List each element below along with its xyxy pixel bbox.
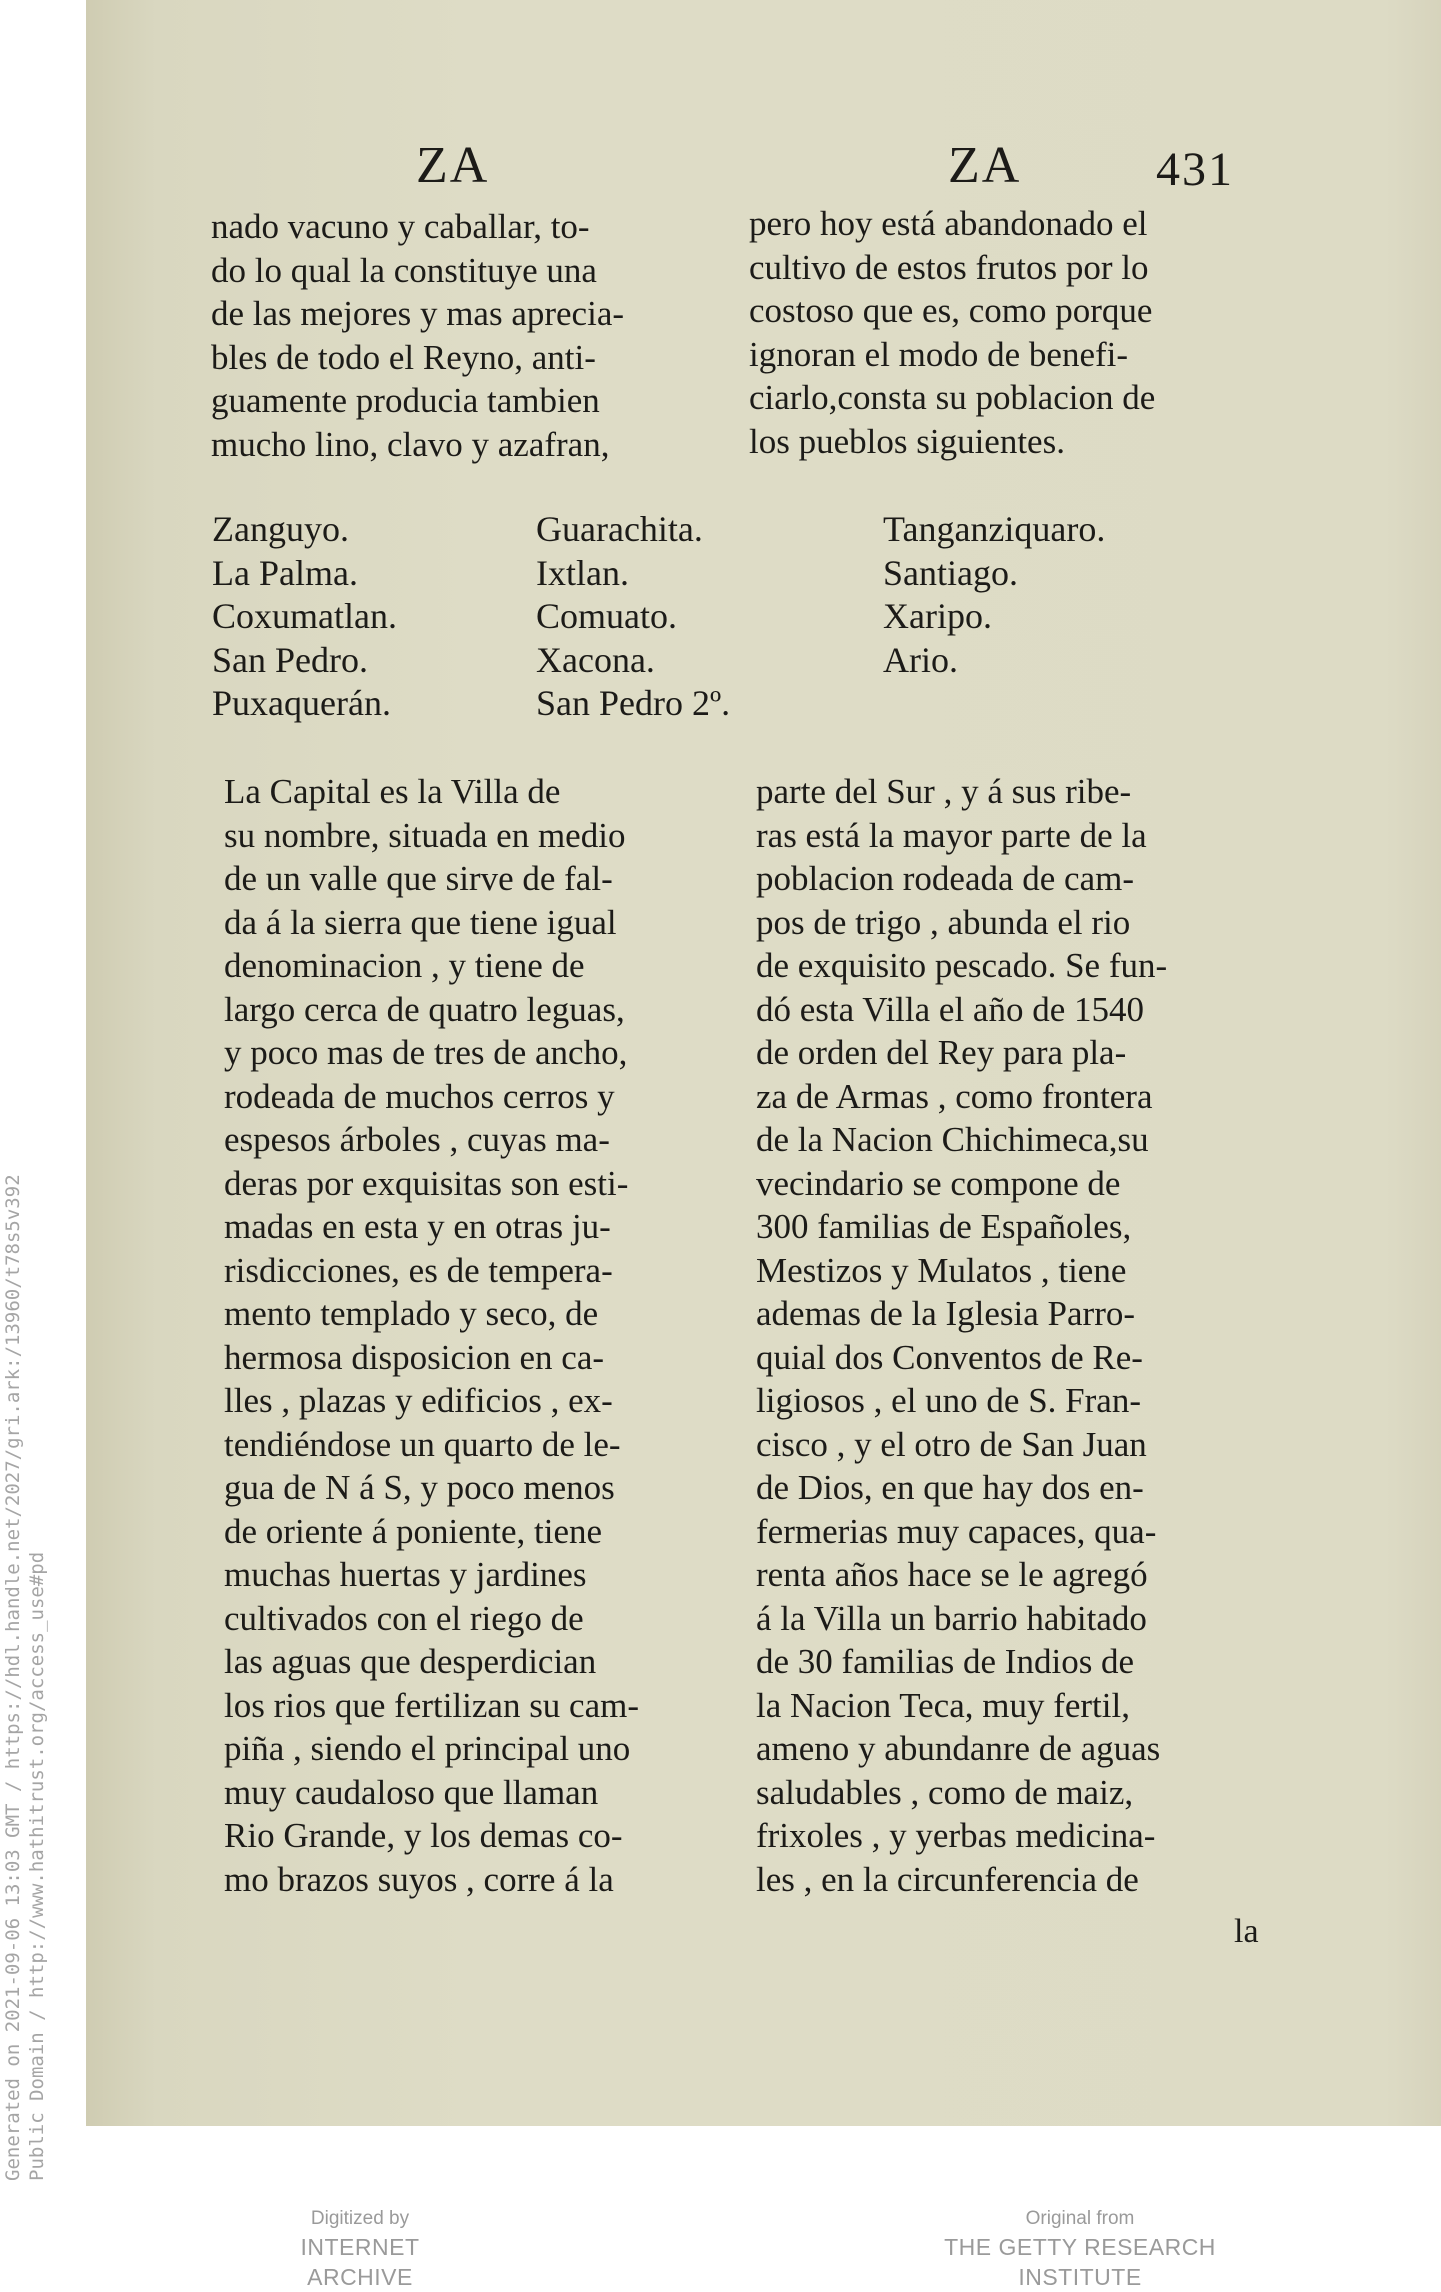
text-line: ciarlo,consta su poblacion de [749, 378, 1156, 417]
text-line: su nombre, situada en medio [224, 815, 626, 855]
text-line: costoso que es, como porque [749, 291, 1153, 330]
text-line: la Nacion Teca, muy fertil, [756, 1685, 1130, 1725]
text-line: vecindario se compone de [756, 1163, 1121, 1203]
town-name: San Pedro. [212, 639, 368, 680]
text-line: muy caudaloso que llaman [224, 1772, 599, 1812]
text-line: de un valle que sirve de fal- [224, 859, 613, 898]
text-line: Rio Grande, y los demas co- [224, 1816, 623, 1855]
text-line: za de Armas , como frontera [756, 1076, 1153, 1116]
page-number: 431 [1156, 143, 1234, 196]
text-line: hermosa disposicion en ca- [224, 1337, 605, 1377]
text-line: de la Nacion Chichimeca,su [756, 1120, 1149, 1159]
text-line: cultivo de estos frutos por lo [749, 247, 1149, 287]
body-right-column [756, 770, 1168, 1901]
text-line: muchas huertas y jardines [224, 1555, 587, 1594]
text-line: de orden del Rey para pla- [756, 1033, 1127, 1072]
text-line: los rios que fertilizan su cam- [224, 1685, 640, 1725]
text-line: denominacion , y tiene de [224, 946, 585, 985]
town-name: Coxumatlan. [212, 596, 397, 636]
digitization-footer [0, 2126, 1441, 2290]
text-line: pero hoy está abandonado el [749, 204, 1148, 243]
digitized-by-block [250, 2206, 470, 2292]
text-line: de Dios, en que hay dos en- [756, 1468, 1144, 1507]
text-line: guamente producia tambien [211, 381, 600, 420]
text-line: los pueblos siguientes. [749, 421, 1065, 461]
generation-stamp-line-1: Generated on 2021-09-06 13:03 GMT / https://hdl.handle.net/2027/gri.ark:/13960/t78s5v392 [2, 1174, 24, 2181]
text-line: madas en esta y en otras ju- [224, 1207, 611, 1246]
text-line: risdicciones, es de tempera- [224, 1250, 613, 1290]
town-name: Ario. [883, 639, 958, 680]
text-line: á la Villa un barrio habitado [756, 1598, 1147, 1638]
town-list-column-3 [883, 508, 1105, 682]
town-name: Comuato. [536, 596, 677, 636]
text-line: da á la sierra que tiene igual [224, 902, 617, 942]
town-name: Ixtlan. [536, 552, 629, 593]
text-line: cultivados con el riego de [224, 1598, 584, 1638]
text-line: gua de N á S, y poco menos [224, 1468, 615, 1507]
text-line: mucho lino, clavo y azafran, [211, 424, 610, 464]
town-name: Zanguyo. [212, 509, 349, 549]
text-line: La Capital es la Villa de [224, 772, 561, 811]
body-left-column [224, 770, 640, 1901]
text-line: de oriente á poniente, tiene [224, 1511, 603, 1551]
text-line: tendiéndose un quarto de le- [224, 1424, 621, 1464]
text-line: parte del Sur , y á sus ribe- [756, 772, 1132, 811]
town-name: San Pedro 2º. [536, 683, 731, 723]
text-line: fermerias muy capaces, qua- [756, 1511, 1157, 1551]
text-line: ligiosos , el uno de S. Fran- [756, 1381, 1141, 1420]
running-header-right: ZA [948, 137, 1022, 194]
town-name: Santiago. [883, 552, 1018, 593]
top-left-column [211, 205, 625, 466]
text-line: nado vacuno y caballar, to- [211, 207, 590, 246]
text-line: ras está la mayor parte de la [756, 815, 1147, 855]
text-line: frixoles , y yerbas medicina- [756, 1816, 1156, 1855]
text-line: y poco mas de tres de ancho, [224, 1033, 628, 1072]
getty-institute-label: THE GETTY RESEARCH INSTITUTE [944, 2234, 1216, 2290]
text-line: de las mejores y mas apreciа- [211, 294, 625, 333]
text-line: ameno y abundanre de aguas [756, 1729, 1161, 1768]
text-line: ademas de la Iglesia Parro- [756, 1294, 1136, 1333]
text-line: pos de trigo , abunda el rio [756, 902, 1131, 942]
generation-stamp [0, 1100, 80, 2255]
text-line: ignoran el modo de benefi- [749, 334, 1129, 374]
town-name: Tanganziquaro. [883, 509, 1106, 549]
text-line: las aguas que desperdician [224, 1642, 597, 1681]
text-line: les , en la circunferencia de [756, 1859, 1139, 1899]
town-name: Xaripo. [883, 596, 992, 636]
text-line: espesos árboles , cuyas ma- [224, 1120, 610, 1159]
town-name: Puxaquerán. [212, 683, 391, 723]
text-line: do lo qual la constituye una [211, 250, 597, 290]
original-from-block [880, 2206, 1280, 2292]
top-right-column [749, 202, 1156, 463]
text-line: bles de todo el Reyno, anti- [211, 337, 596, 377]
digitized-by-label: Digitized by [310, 2208, 410, 2229]
text-line: dó esta Villa el año de 1540 [756, 989, 1144, 1029]
internet-archive-label: INTERNET ARCHIVE [300, 2234, 420, 2290]
catchword: la [1234, 1913, 1259, 1950]
town-name: Xacona. [536, 639, 655, 680]
text-line: Mestizos y Mulatos , tiene [756, 1250, 1127, 1290]
original-from-label: Original from [1025, 2208, 1135, 2229]
text-line: quial dos Conventos de Re- [756, 1337, 1143, 1377]
text-line: de exquisito pescado. Se fun- [756, 946, 1168, 985]
scanned-page [86, 0, 1441, 2126]
text-line: renta años hace se le agregó [756, 1555, 1148, 1594]
text-line: mo brazos suyos , corre á la [224, 1859, 614, 1899]
text-line: saludables , como de maiz, [756, 1772, 1134, 1812]
text-line: rodeada de muchos cerros y [224, 1076, 615, 1116]
text-line: largo cerca de quatro leguas, [224, 989, 625, 1029]
text-line: de 30 familias de Indios de [756, 1642, 1135, 1681]
generation-stamp-line-2: Public Domain / http://www.hathitrust.org/access_use#pd [26, 1551, 48, 2181]
town-list-column-2 [536, 508, 730, 726]
text-line: poblacion rodeada de cam- [756, 859, 1135, 898]
text-line: mento templado y seco, de [224, 1294, 599, 1333]
town-list-column-1 [212, 508, 397, 726]
text-line: deras por exquisitas son esti- [224, 1163, 629, 1203]
town-name: Guarachita. [536, 509, 703, 549]
text-line: cisco , y el otro de San Juan [756, 1424, 1147, 1464]
text-line: lles , plazas y edificios , ex- [224, 1381, 613, 1420]
town-name: La Palma. [212, 552, 358, 593]
running-header-left: ZA [416, 137, 490, 194]
text-line: 300 familias de Españoles, [756, 1207, 1132, 1246]
text-line: piña , siendo el principal uno [224, 1729, 631, 1768]
